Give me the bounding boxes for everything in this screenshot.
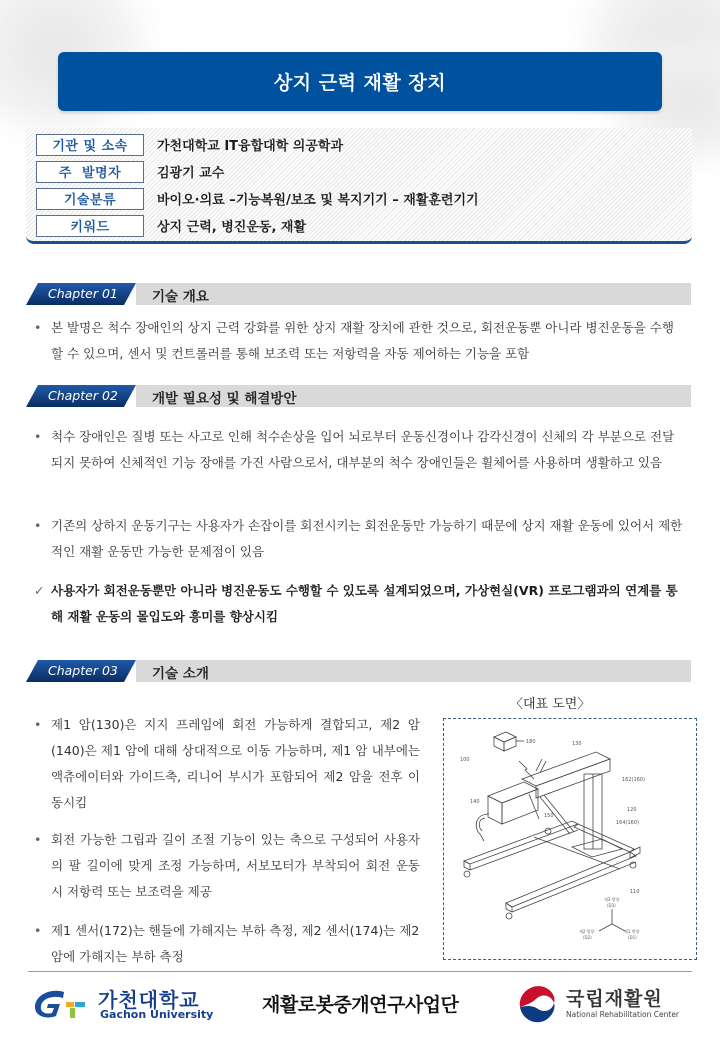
label-164: 164(160): [616, 820, 639, 826]
info-value: 가천대학교 IT융합대학 의공학과: [157, 139, 344, 154]
nrc-name-korean: 국립재활원: [566, 988, 663, 1010]
label-direction-1: 제1 방향: [624, 929, 640, 934]
chapter-badge-label: Chapter 02: [48, 388, 118, 403]
chapter-badge-label: Chapter 03: [48, 663, 118, 678]
chapter-02-paragraph-1: [34, 424, 684, 476]
figure-caption: 〈대표 도면〉: [510, 697, 591, 712]
chapter-bar: [136, 283, 691, 305]
label-180: 180: [526, 739, 536, 745]
paragraph-text: 제1 센서(172)는 핸들에 가해지는 부하 측정, 제2 센서(174)는 제2 암에 가해지는 부하 측정: [51, 923, 420, 964]
gachon-university-logo: [30, 984, 220, 1024]
label-direction-2: 제2 방향: [579, 929, 595, 934]
document-title: 상지 근력 재활 장치: [273, 72, 447, 94]
document-title-banner: [58, 52, 662, 111]
nrc-name-english: National Rehabilitation Center: [566, 1010, 680, 1019]
info-label: 키워드: [36, 215, 144, 237]
label-162: 162(160): [622, 777, 645, 783]
label-direction-1-code: (D1): [628, 935, 637, 940]
bullet-icon: •: [34, 320, 42, 335]
info-value: 김광기 교수: [157, 166, 225, 181]
bullet-icon: •: [34, 923, 42, 938]
paragraph-text: 제1 암(130)은 지지 프레임에 회전 가능하게 결합되고, 제2 암(140)은 제1 암에 대해 상대적으로 이동 가능하며, 제1 암 내부에는 액츄에이터와 가이드축, 리니어 부시가 포함되어 제2 암을 전후 이동시킴: [51, 717, 420, 810]
paragraph-text: 본 발명은 척수 장애인의 상지 근력 강화를 위한 상지 재활 장치에 관한 것으로, 회전운동뿐 아니라 병진운동을 수행할 수 있으며, 센서 및 컨트롤러를 통해 보조력 또는 저항력을 자동 제어하는 기능을 포함: [51, 320, 674, 361]
bullet-icon: •: [34, 518, 42, 533]
bullet-icon: •: [34, 717, 42, 732]
chapter-01-paragraph-1: [34, 315, 684, 367]
chapter-02-paragraph-2: [34, 513, 684, 565]
chapter-03-paragraph-2: [34, 827, 420, 905]
representative-drawing: [443, 718, 697, 960]
chapter-02-header: [26, 385, 691, 407]
bullet-icon: •: [34, 429, 42, 444]
checkmark-icon: ✓: [34, 583, 45, 598]
info-label: 주 발명자: [36, 161, 144, 183]
info-label: 기관 및 소속: [36, 134, 144, 156]
label-100: 100: [460, 757, 470, 763]
chapter-03-paragraph-1: [34, 712, 420, 816]
label-direction-3: 제3 방향: [604, 897, 620, 902]
chapter-03-header: [26, 660, 691, 682]
paragraph-text: 사용자가 회전운동뿐만 아니라 병진운동도 수행할 수 있도록 설계되었으며, 가상현실(VR) 프로그램과의 연계를 통해 재활 운동의 몰입도와 흥미를 향상시킴: [51, 583, 678, 624]
chapter-badge-label: Chapter 01: [48, 286, 118, 301]
info-value: 상지 근력, 병진운동, 재활: [157, 220, 307, 235]
chapter-heading: 기술 개요: [152, 289, 209, 305]
info-row-inventor: [36, 160, 224, 183]
chapter-03-paragraph-3: [34, 918, 420, 970]
label-direction-3-code: (D3): [607, 903, 616, 908]
info-value: 바이오·의료 –기능복원/보조 및 복지기기 – 재활훈련기기: [157, 193, 479, 208]
info-row-organization: [36, 133, 343, 156]
chapter-heading: 개발 필요성 및 해결방안: [152, 391, 297, 407]
info-row-classification: [36, 187, 479, 210]
info-row-keywords: [36, 214, 306, 237]
device-drawing-illustration: [444, 719, 696, 959]
national-rehabilitation-center-logo: [514, 981, 704, 1027]
paragraph-text: 척수 장애인은 질병 또는 사고로 인해 척수손상을 입어 뇌로부터 운동신경이나 감각신경이 신체의 각 부분으로 전달되지 못하여 신체적인 기능 장애를 가진 사람으로서, 대부분의 척수 장애인들은 휠체어를 사용하며 생활하고 있음: [51, 429, 675, 470]
label-140: 140: [470, 799, 480, 805]
gachon-emblem-icon: [30, 984, 94, 1024]
taegeuk-emblem-icon: [514, 981, 560, 1027]
info-box: [26, 128, 692, 244]
paragraph-text: 기존의 상하지 운동기구는 사용자가 손잡이를 회전시키는 회전운동만 가능하기 때문에 상지 재활 운동에 있어서 제한적인 재활 운동만 가능한 문제점이 있음: [51, 518, 683, 559]
footer-divider: [28, 971, 692, 972]
chapter-02-solution: [34, 578, 684, 630]
gachon-name-english: Gachon University: [100, 1008, 214, 1021]
label-130: 130: [572, 741, 582, 747]
research-group-name: 재활로봇중개연구사업단: [262, 994, 459, 1016]
chapter-bar: [136, 660, 691, 682]
info-label: 기술분류: [36, 188, 144, 210]
paragraph-text: 회전 가능한 그립과 길이 조절 기능이 있는 축으로 구성되어 사용자의 팔 길이에 맞게 조정 가능하며, 서보모터가 부착되어 회전 운동 시 저항력 또는 보조력을 제공: [51, 832, 420, 899]
gachon-name-korean: 가천대학교: [98, 988, 200, 1012]
label-direction-2-code: (D2): [583, 935, 592, 940]
bullet-icon: •: [34, 832, 42, 847]
label-120: 120: [627, 807, 637, 813]
label-110: 110: [630, 889, 640, 895]
label-150: 150: [544, 813, 554, 819]
chapter-01-header: [26, 283, 691, 305]
chapter-heading: 기술 소개: [152, 666, 209, 682]
